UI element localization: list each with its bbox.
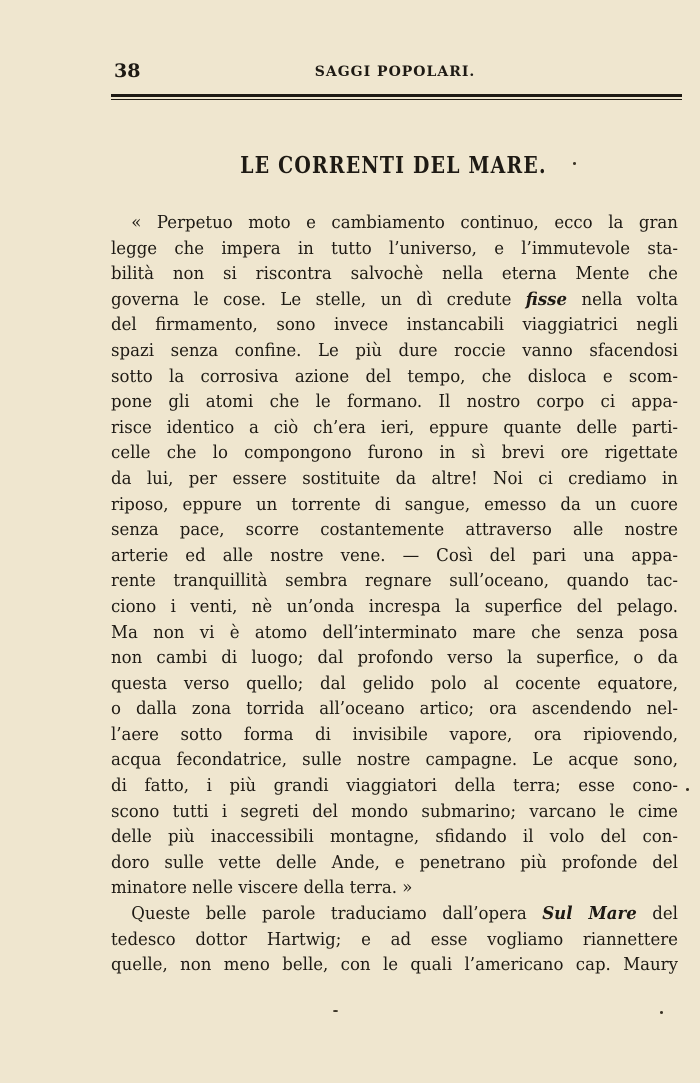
text-fragment: nella volta [567,288,678,310]
page-number: 38 [114,60,141,82]
text-line: Ma non vi è atomo dell’interminato mare che senza posa [111,621,678,643]
text-line: doro sulle vette delle Ande, e penetrano più profonde del [111,851,678,873]
text-line: tedesco dottor Hartwig; e ad esse vogliamo riannettere [111,928,678,950]
text-fragment: del [636,903,678,925]
text-line: pone gli atomi che le formano. Il nostro corpo ci appa- [111,391,678,413]
text-line: legge che impera in tutto l’universo, e l’immutevole sta- [111,237,678,259]
text-line: acqua fecondatrice, sulle nostre campagne. Le acque sono, [111,749,678,771]
text-line: non cambi di luogo; dal profondo verso la superfice, o da [111,647,678,669]
text-line: scono tutti i segreti del mondo submarino; varcano le cime [111,800,678,822]
text-line: minatore nelle viscere della terra. » [111,877,413,899]
paper-speck [333,1010,338,1012]
paper-speck [660,1011,663,1014]
text-line: questa verso quello; dal gelido polo al cocente equatore, [111,672,678,694]
text-line: del firmamento, sono invece instancabili viaggiatrici negli [111,314,678,336]
text-line: celle che lo compongono furono in sì brevi ore rigettate [111,442,678,464]
text-line: riposo, eppure un torrente di sangue, emesso da un cuore [111,493,678,515]
text-line: ciono i venti, nè un’onda increspa la superfice del pelago. [111,595,678,617]
text-line: bilità non si riscontra salvochè nella eterna Mente che [111,263,678,285]
text-line: sotto la corrosiva azione del tempo, che disloca e scom- [111,365,678,387]
text-line [111,287,678,313]
text-line [111,901,678,927]
body-text [111,210,679,978]
paper-speck [573,162,576,165]
text-line: quelle, non meno belle, con le quali l’americano cap. Maury [111,954,678,976]
text-line: « Perpetuo moto e cambiamento continuo, ecco la gran [131,212,678,233]
text-fragment: Queste belle parole traduciamo dall’opera [131,903,543,925]
text-line: o dalla zona torrida all’oceano artico; ora ascendendo nel- [111,698,678,720]
text-line: risce identico a ciò ch’era ieri, eppure quante delle parti- [111,416,678,438]
header-rule [111,94,682,97]
text-line: da lui, per essere sostituite da altre! Noi ci crediamo in [111,467,678,489]
running-head: SAGGI POPOLARI. [314,64,476,80]
italic-title: Sul Mare [542,903,637,925]
paper-speck [686,788,689,791]
italic-word: fisse [525,288,568,310]
header-rule-thin [111,99,682,100]
text-line: delle più inaccessibili montagne, sfidando il volo del con- [111,826,678,848]
text-line: spazi senza confine. Le più dure roccie vanno sfacendosi [111,339,678,361]
text-line: rente tranquillità sembra regnare sull’oceano, quando tac- [111,570,678,592]
text-fragment: governa le cose. Le stelle, un dì credute [111,288,526,310]
text-line: di fatto, i più grandi viaggiatori della terra; esse cono- [111,775,678,797]
text-line: arterie ed alle nostre vene. — Così del pari una appa- [111,544,678,566]
text-line: senza pace, scorre costantemente attraverso alle nostre [111,519,678,541]
article-title: LE CORRENTI DEL MARE. [240,152,547,179]
text-line: l’aere sotto forma di invisibile vapore, ora ripiovendo, [111,723,678,745]
